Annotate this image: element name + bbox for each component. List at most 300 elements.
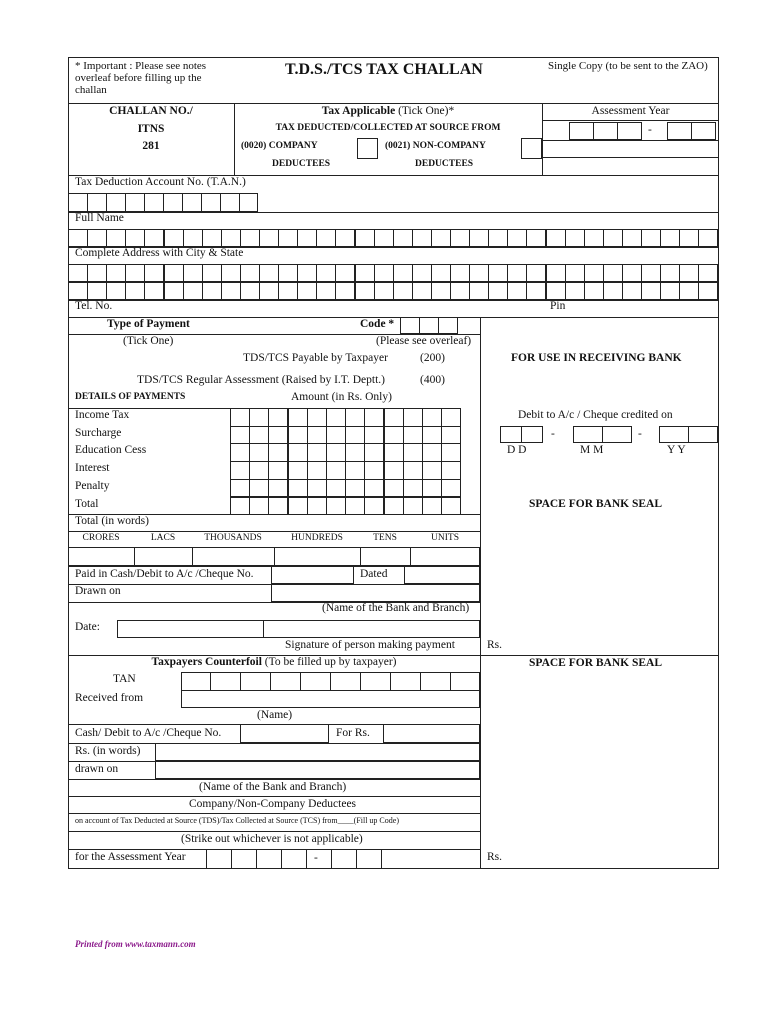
dated-label: Dated [360, 568, 388, 580]
amount-cell[interactable] [364, 497, 384, 516]
denomination-input[interactable] [274, 547, 361, 566]
input-cell[interactable] [603, 264, 623, 282]
amount-cell[interactable] [384, 443, 404, 462]
input-cell[interactable] [450, 229, 470, 247]
input-cell[interactable] [488, 264, 508, 282]
rs-label: Rs. [487, 639, 503, 651]
bank-date-dash-2: - [638, 428, 642, 440]
payment-row [68, 426, 460, 444]
mm-label: M M [580, 444, 604, 456]
details-heading: DETAILS OF PAYMENTS [75, 392, 186, 402]
input-cell[interactable] [565, 282, 585, 300]
counterfoil-cheque-input[interactable] [240, 724, 329, 743]
itns-label: ITNS [137, 123, 165, 135]
cf-ay-digit-5[interactable] [331, 849, 357, 869]
amount-cell[interactable] [326, 497, 346, 516]
amount-cell[interactable] [345, 426, 365, 445]
amount-cell[interactable] [403, 408, 423, 427]
total-words-label: Total (in words) [75, 515, 149, 527]
ay-digit-5[interactable] [691, 122, 716, 140]
full-name-input-row[interactable] [68, 229, 719, 247]
payable-code: (200) [420, 352, 445, 364]
amount-cell[interactable] [307, 408, 327, 427]
amount-cell[interactable] [268, 479, 288, 498]
input-cell[interactable] [431, 282, 451, 300]
amount-cell[interactable] [441, 408, 461, 427]
tan-input-row[interactable] [68, 193, 258, 212]
input-cell[interactable] [469, 264, 489, 282]
address-label: Complete Address with City & State [75, 247, 244, 259]
input-cell[interactable] [603, 229, 623, 247]
input-cell[interactable] [144, 229, 164, 247]
amount-cell[interactable] [345, 461, 365, 480]
input-cell[interactable] [526, 229, 546, 247]
input-cell[interactable] [546, 264, 566, 282]
input-cell[interactable] [488, 229, 508, 247]
counterfoil-ay-label: for the Assessment Year [75, 851, 186, 863]
input-cell[interactable] [698, 264, 718, 282]
input-cell[interactable] [698, 282, 718, 300]
input-cell[interactable] [278, 264, 298, 282]
input-cell[interactable] [660, 229, 680, 247]
input-cell[interactable] [546, 229, 566, 247]
form-title: T.D.S./TCS TAX CHALLAN [285, 61, 483, 78]
drawn-on-label: Drawn on [75, 585, 121, 597]
denomination-input[interactable] [68, 547, 135, 566]
denomination-label: THOUSANDS [204, 533, 262, 543]
date-d2[interactable] [521, 426, 543, 443]
payment-row [68, 497, 460, 515]
counterfoil-heading [68, 656, 480, 669]
important-note: * Important : Please see notes overleaf before filling up the challan [75, 60, 207, 97]
on-account-note: on account of Tax Deducted at Source (TDS)/Tax Collected at Source (TCS) from____(Fill up Code) [75, 816, 399, 825]
strike-out-note: (Strike out whichever is not applicable) [181, 833, 363, 845]
payment-row [68, 408, 460, 426]
challan-no-label: CHALLAN NO./ [109, 105, 193, 117]
amount-cell[interactable] [364, 461, 384, 480]
amount-cell[interactable] [403, 497, 423, 516]
amount-cell[interactable] [307, 479, 327, 498]
counterfoil-tan-input[interactable] [181, 672, 480, 691]
input-cell[interactable] [335, 282, 355, 300]
cheque-no-input[interactable] [271, 566, 354, 584]
tan-label: Tax Deduction Account No. (T.A.N.) [75, 176, 246, 188]
dated-input[interactable] [404, 566, 480, 584]
amount-cell[interactable] [230, 408, 250, 427]
bank-branch-label: (Name of the Bank and Branch) [322, 602, 470, 614]
payment-row-label: Income Tax [75, 409, 130, 421]
cf-ay-digit-1[interactable] [206, 849, 232, 869]
ay-digit-3[interactable] [617, 122, 642, 140]
amount-cell[interactable] [249, 497, 269, 516]
amount-cell[interactable] [364, 408, 384, 427]
amount-cell[interactable] [364, 443, 384, 462]
code-label: Code * [360, 318, 395, 330]
assessment-year-label: Assessment Year [591, 105, 670, 117]
noncompany-checkbox[interactable] [521, 138, 542, 159]
input-cell[interactable] [488, 282, 508, 300]
company-checkbox[interactable] [357, 138, 378, 159]
input-cell[interactable] [164, 282, 184, 300]
amount-cell[interactable] [288, 461, 308, 480]
input-cell[interactable] [164, 229, 184, 247]
amount-cell[interactable] [288, 443, 308, 462]
amount-cell[interactable] [288, 426, 308, 445]
input-cell[interactable] [125, 264, 145, 282]
input-cell[interactable] [641, 264, 661, 282]
input-cell[interactable] [412, 229, 432, 247]
amount-cell[interactable] [230, 497, 250, 516]
bank-seal-space-2: SPACE FOR BANK SEAL [529, 657, 663, 669]
input-cell[interactable] [240, 229, 260, 247]
amount-cell[interactable] [326, 443, 346, 462]
tax-applicable-heading [234, 105, 542, 118]
counterfoil-tan-label: TAN [113, 673, 136, 685]
amount-cell[interactable] [422, 426, 442, 445]
input-cell[interactable] [679, 229, 699, 247]
input-cell[interactable] [469, 282, 489, 300]
input-cell[interactable] [183, 282, 203, 300]
amount-cell[interactable] [364, 479, 384, 498]
regular-code: (400) [420, 374, 445, 386]
amount-cell[interactable] [403, 426, 423, 445]
input-cell[interactable] [87, 264, 107, 282]
rs-words-label: Rs. (in words) [75, 745, 141, 757]
address-input-row-1[interactable] [68, 264, 719, 282]
payment-row [68, 461, 460, 479]
input-cell[interactable] [526, 282, 546, 300]
rs-bottom-label: Rs. [487, 851, 503, 863]
date-input[interactable] [117, 620, 264, 638]
tick-one-label: (Tick One) [123, 335, 174, 347]
denomination-input[interactable] [134, 547, 193, 566]
input-cell[interactable] [221, 229, 241, 247]
input-cell[interactable] [221, 264, 241, 282]
cf-ay-digit-4[interactable] [281, 849, 307, 869]
received-from-label: Received from [75, 692, 144, 704]
payment-row-label: Total [75, 497, 99, 510]
input-cell[interactable] [355, 282, 375, 300]
challan-number: 281 [142, 140, 160, 152]
input-cell[interactable] [144, 282, 164, 300]
amount-cell[interactable] [307, 461, 327, 480]
input-cell[interactable] [316, 229, 336, 247]
amount-cell[interactable] [249, 443, 269, 462]
input-cell[interactable] [507, 229, 527, 247]
amount-cell[interactable] [422, 461, 442, 480]
input-cell[interactable] [698, 229, 718, 247]
amount-cell[interactable] [307, 497, 327, 516]
amount-cell[interactable] [441, 443, 461, 462]
input-cell[interactable] [316, 264, 336, 282]
amount-cell[interactable] [307, 426, 327, 445]
cf-ay-digit-6[interactable] [356, 849, 382, 869]
date-y1[interactable] [659, 426, 689, 443]
amount-cell[interactable] [230, 443, 250, 462]
please-see-overleaf: (Please see overleaf) [376, 335, 472, 347]
input-cell[interactable] [202, 282, 222, 300]
input-cell[interactable] [584, 229, 604, 247]
tel-label: Tel. No. [75, 300, 113, 312]
amount-cell[interactable] [345, 408, 365, 427]
input-cell[interactable] [164, 264, 184, 282]
copy-note: Single Copy (to be sent to the ZAO) [548, 60, 708, 72]
printed-from-link[interactable]: Printed from www.taxmann.com [75, 939, 196, 949]
denomination-input[interactable] [410, 547, 480, 566]
date-d1[interactable] [500, 426, 522, 443]
input-cell[interactable] [68, 264, 88, 282]
amount-cell[interactable] [268, 426, 288, 445]
input-cell[interactable] [622, 264, 642, 282]
input-cell[interactable] [412, 282, 432, 300]
amount-cell[interactable] [403, 479, 423, 498]
amount-cell[interactable] [288, 479, 308, 498]
input-cell[interactable] [259, 282, 279, 300]
input-cell[interactable] [355, 264, 375, 282]
full-name-label: Full Name [75, 212, 124, 224]
denomination-label: HUNDREDS [291, 533, 343, 543]
date-m1[interactable] [573, 426, 603, 443]
amount-cell[interactable] [364, 426, 384, 445]
for-rs-input[interactable] [383, 724, 480, 743]
input-cell[interactable] [641, 282, 661, 300]
type-of-payment-label: Type of Payment [107, 318, 190, 330]
amount-cell[interactable] [345, 497, 365, 516]
input-cell[interactable] [240, 264, 260, 282]
received-from-input[interactable] [181, 690, 480, 708]
amount-cell[interactable] [441, 426, 461, 445]
amount-cell[interactable] [441, 479, 461, 498]
denominations-row [68, 531, 480, 566]
input-cell[interactable] [679, 264, 699, 282]
input-cell[interactable] [584, 282, 604, 300]
dd-label: D D [507, 444, 527, 456]
input-cell[interactable] [125, 229, 145, 247]
input-cell[interactable] [393, 229, 413, 247]
input-cell[interactable] [240, 282, 260, 300]
input-cell[interactable] [374, 282, 394, 300]
input-cell[interactable] [202, 264, 222, 282]
receiving-bank-heading: FOR USE IN RECEIVING BANK [511, 352, 682, 364]
input-cell[interactable] [297, 229, 317, 247]
counterfoil-bank-branch: (Name of the Bank and Branch) [199, 781, 347, 793]
denomination-label: CRORES [82, 533, 120, 543]
rs-words-input[interactable] [155, 743, 480, 761]
payment-row [68, 479, 460, 497]
ay-digit-1[interactable] [569, 122, 594, 140]
ay-digit-4[interactable] [667, 122, 692, 140]
counterfoil-heading-rest: (To be filled up by taxpayer) [261, 656, 397, 668]
input-cell[interactable] [355, 229, 375, 247]
amount-cell[interactable] [326, 479, 346, 498]
code-digit-1[interactable] [400, 317, 420, 334]
code-digit-3[interactable] [438, 317, 458, 334]
yy-label: Y Y [667, 444, 686, 456]
cf-ay-digit-3[interactable] [256, 849, 282, 869]
amount-cell[interactable] [249, 426, 269, 445]
amount-cell[interactable] [326, 408, 346, 427]
signature-label: Signature of person making payment [285, 639, 455, 651]
deductees-label: Company/Non-Company Deductees [189, 798, 357, 810]
input-cell[interactable] [335, 264, 355, 282]
amount-cell[interactable] [288, 408, 308, 427]
amount-cell[interactable] [345, 443, 365, 462]
amount-cell[interactable] [268, 408, 288, 427]
cf-ay-digit-2[interactable] [231, 849, 257, 869]
amount-cell[interactable] [422, 479, 442, 498]
amount-cell[interactable] [384, 461, 404, 480]
input-cell[interactable] [144, 264, 164, 282]
input-cell[interactable] [584, 264, 604, 282]
input-cell[interactable] [450, 264, 470, 282]
input-cell[interactable] [507, 282, 527, 300]
amount-cell[interactable] [268, 443, 288, 462]
input-cell[interactable] [106, 264, 126, 282]
input-cell[interactable] [297, 282, 317, 300]
input-cell[interactable] [431, 264, 451, 282]
input-cell[interactable] [641, 229, 661, 247]
input-cell[interactable] [565, 229, 585, 247]
input-cell[interactable] [87, 282, 107, 300]
amount-cell[interactable] [249, 461, 269, 480]
input-cell[interactable] [526, 264, 546, 282]
payment-row [68, 443, 460, 461]
input-cell[interactable] [106, 229, 126, 247]
input-cell[interactable] [603, 282, 623, 300]
input-cell[interactable] [660, 282, 680, 300]
paid-in-cash-label: Paid in Cash/Debit to A/c /Cheque No. [75, 568, 254, 580]
amount-cell[interactable] [422, 443, 442, 462]
code-digit-2[interactable] [419, 317, 439, 334]
input-cell[interactable] [87, 229, 107, 247]
amount-heading: Amount (in Rs. Only) [291, 391, 392, 403]
counterfoil-heading-bold: Taxpayers Counterfoil [151, 656, 262, 668]
payment-row-label: Surcharge [75, 426, 122, 439]
payment-rows [68, 408, 460, 514]
amount-cell[interactable] [307, 443, 327, 462]
amount-cell[interactable] [384, 479, 404, 498]
input-cell[interactable] [68, 282, 88, 300]
amount-cell[interactable] [384, 408, 404, 427]
input-cell[interactable] [546, 282, 566, 300]
drawn-on-input[interactable] [271, 584, 480, 602]
payable-by-taxpayer: TDS/TCS Payable by Taxpayer [243, 352, 388, 364]
amount-cell[interactable] [249, 479, 269, 498]
company-code-label: (0020) COMPANY [241, 141, 318, 151]
input-cell[interactable] [278, 229, 298, 247]
denomination-input[interactable] [192, 547, 275, 566]
input-cell[interactable] [106, 282, 126, 300]
denomination-label: TENS [373, 533, 397, 543]
input-cell[interactable] [565, 264, 585, 282]
amount-cell[interactable] [403, 461, 423, 480]
input-cell[interactable] [622, 229, 642, 247]
bank-date-dash-1: - [551, 428, 555, 440]
denomination-label: UNITS [431, 533, 459, 543]
payment-row-label: Interest [75, 462, 110, 475]
input-cell[interactable] [374, 229, 394, 247]
regular-assessment: TDS/TCS Regular Assessment (Raised by I.T. Deptt.) [137, 374, 385, 386]
input-cell[interactable] [450, 282, 470, 300]
input-cell[interactable] [507, 264, 527, 282]
amount-cell[interactable] [288, 497, 308, 516]
input-cell[interactable] [622, 282, 642, 300]
amount-cell[interactable] [384, 426, 404, 445]
input-cell[interactable] [316, 282, 336, 300]
amount-cell[interactable] [268, 461, 288, 480]
date-label: Date: [75, 621, 100, 633]
amount-cell[interactable] [345, 479, 365, 498]
pin-label: Pin [550, 300, 566, 312]
input-cell[interactable] [125, 282, 145, 300]
signature-input[interactable] [263, 620, 480, 638]
amount-cell[interactable] [230, 461, 250, 480]
cash-debit-label: Cash/ Debit to A/c /Cheque No. [75, 727, 222, 739]
date-m2[interactable] [602, 426, 632, 443]
debit-label: Debit to A/c / Cheque credited on [518, 409, 673, 421]
denomination-label: LACS [150, 533, 176, 543]
date-y2[interactable] [688, 426, 718, 443]
input-cell[interactable] [374, 264, 394, 282]
tds-from-line: TAX DEDUCTED/COLLECTED AT SOURCE FROM [275, 123, 501, 133]
input-cell[interactable] [221, 282, 241, 300]
amount-cell[interactable] [441, 461, 461, 480]
counterfoil-drawn-on-input[interactable] [155, 761, 480, 779]
amount-cell[interactable] [268, 497, 288, 516]
noncompany-code-label: (0021) NON-COMPANY [385, 141, 486, 151]
input-cell[interactable] [393, 282, 413, 300]
amount-cell[interactable] [422, 408, 442, 427]
tax-applicable-rest: (Tick One)* [395, 105, 455, 117]
input-cell[interactable] [259, 229, 279, 247]
input-cell[interactable] [679, 282, 699, 300]
input-cell[interactable] [297, 264, 317, 282]
input-cell[interactable] [469, 229, 489, 247]
amount-cell[interactable] [326, 426, 346, 445]
ay-digit-2[interactable] [593, 122, 618, 140]
input-cell[interactable] [202, 229, 222, 247]
input-cell[interactable] [412, 264, 432, 282]
input-cell[interactable] [183, 264, 203, 282]
noncompany-deductees-label: DEDUCTEES [415, 159, 474, 169]
for-rs-label: For Rs. [336, 727, 370, 739]
input-cell[interactable] [278, 282, 298, 300]
input-cell[interactable] [335, 229, 355, 247]
amount-cell[interactable] [230, 426, 250, 445]
payment-row-label: Penalty [75, 479, 110, 492]
input-cell[interactable] [183, 229, 203, 247]
bank-seal-space-1: SPACE FOR BANK SEAL [529, 498, 663, 510]
counterfoil-drawn-on-label: drawn on [75, 763, 119, 775]
amount-cell[interactable] [422, 497, 442, 516]
tax-applicable-bold: Tax Applicable [321, 105, 396, 117]
ay-dash: - [648, 124, 652, 136]
amount-cell[interactable] [326, 461, 346, 480]
denomination-input[interactable] [360, 547, 411, 566]
amount-cell[interactable] [441, 497, 461, 516]
input-cell[interactable] [393, 264, 413, 282]
input-cell[interactable] [431, 229, 451, 247]
address-input-row-2[interactable] [68, 282, 719, 300]
input-cell[interactable] [259, 264, 279, 282]
input-cell[interactable] [68, 229, 88, 247]
name-caption: (Name) [257, 709, 293, 721]
input-cell[interactable] [660, 264, 680, 282]
amount-cell[interactable] [249, 408, 269, 427]
amount-cell[interactable] [230, 479, 250, 498]
amount-cell[interactable] [384, 497, 404, 516]
amount-cell[interactable] [403, 443, 423, 462]
